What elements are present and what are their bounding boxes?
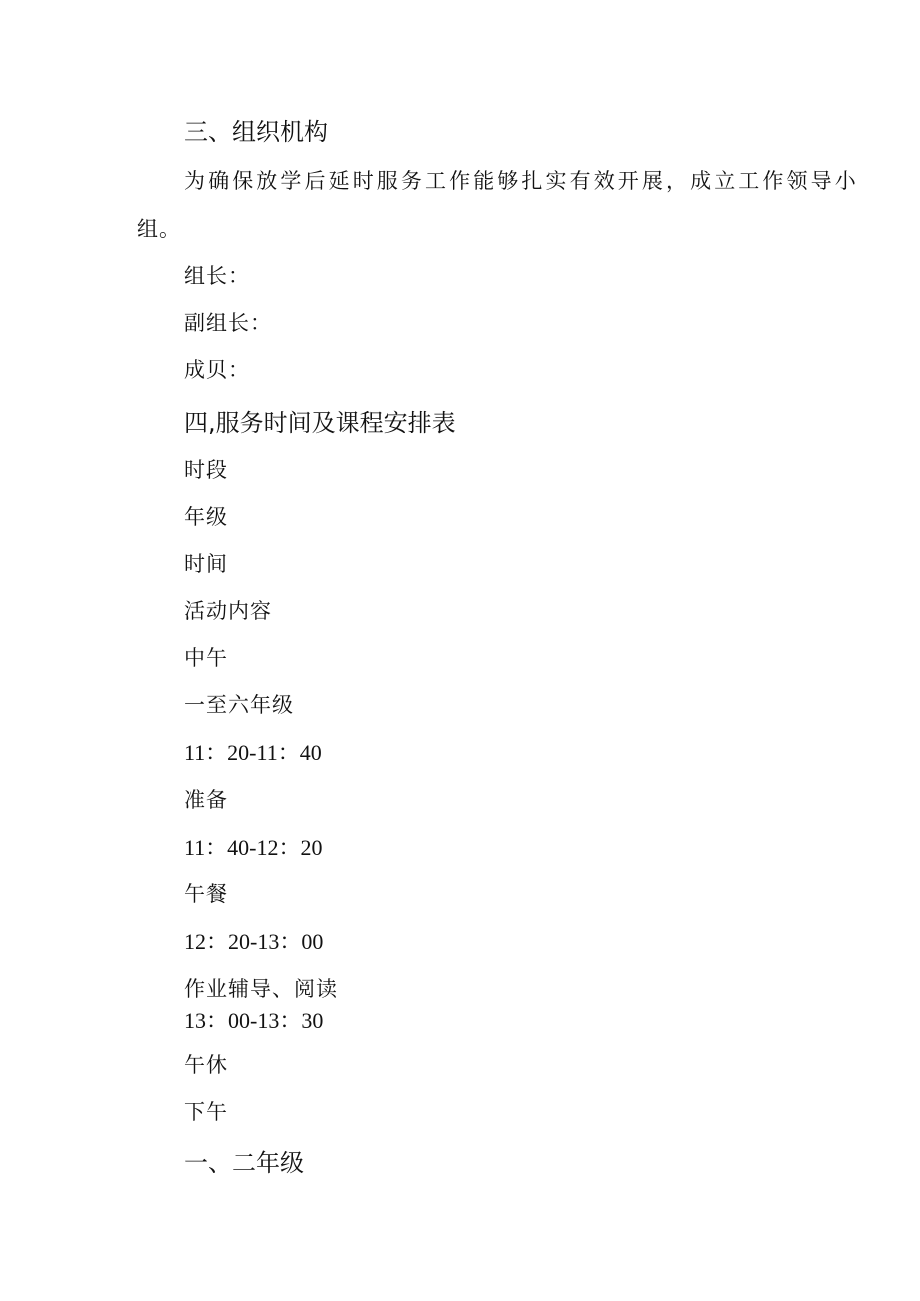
grade-sub-heading: 一、二年级 (184, 1149, 304, 1177)
intro-line-1: 为确保放学后延时服务工作能够扎实有效开展，成立工作领导小 (184, 169, 859, 193)
schedule-item: 午休 (184, 1053, 228, 1077)
members-label: 成贝： (184, 358, 250, 382)
schedule-time: 11：40-12：20 (184, 835, 323, 860)
schedule-item: 年级 (184, 505, 228, 529)
schedule-time: 12：20-13：00 (184, 929, 324, 954)
schedule-time: 11：20-11：40 (184, 740, 322, 765)
schedule-item: 下午 (184, 1100, 228, 1124)
schedule-time: 13：00-13：30 (184, 1008, 324, 1033)
leader-label: 组长： (184, 264, 250, 288)
schedule-item: 作业辅导、阅读 (184, 977, 338, 1001)
section-4-heading: 四,服务时间及课程安排表 (184, 409, 456, 437)
schedule-item: 活动内容 (184, 599, 272, 623)
schedule-item: 一至六年级 (184, 693, 294, 717)
schedule-item: 时段 (184, 458, 228, 482)
schedule-item: 准备 (184, 788, 228, 812)
section-3-intro-paragraph (137, 167, 859, 243)
section-3-heading: 三、组织机构 (184, 118, 328, 146)
schedule-item: 午餐 (184, 882, 228, 906)
deputy-leader-label: 副组长： (184, 311, 272, 335)
intro-line-2: 组。 (137, 217, 181, 241)
schedule-item: 中午 (184, 646, 228, 670)
schedule-item: 时间 (184, 552, 228, 576)
